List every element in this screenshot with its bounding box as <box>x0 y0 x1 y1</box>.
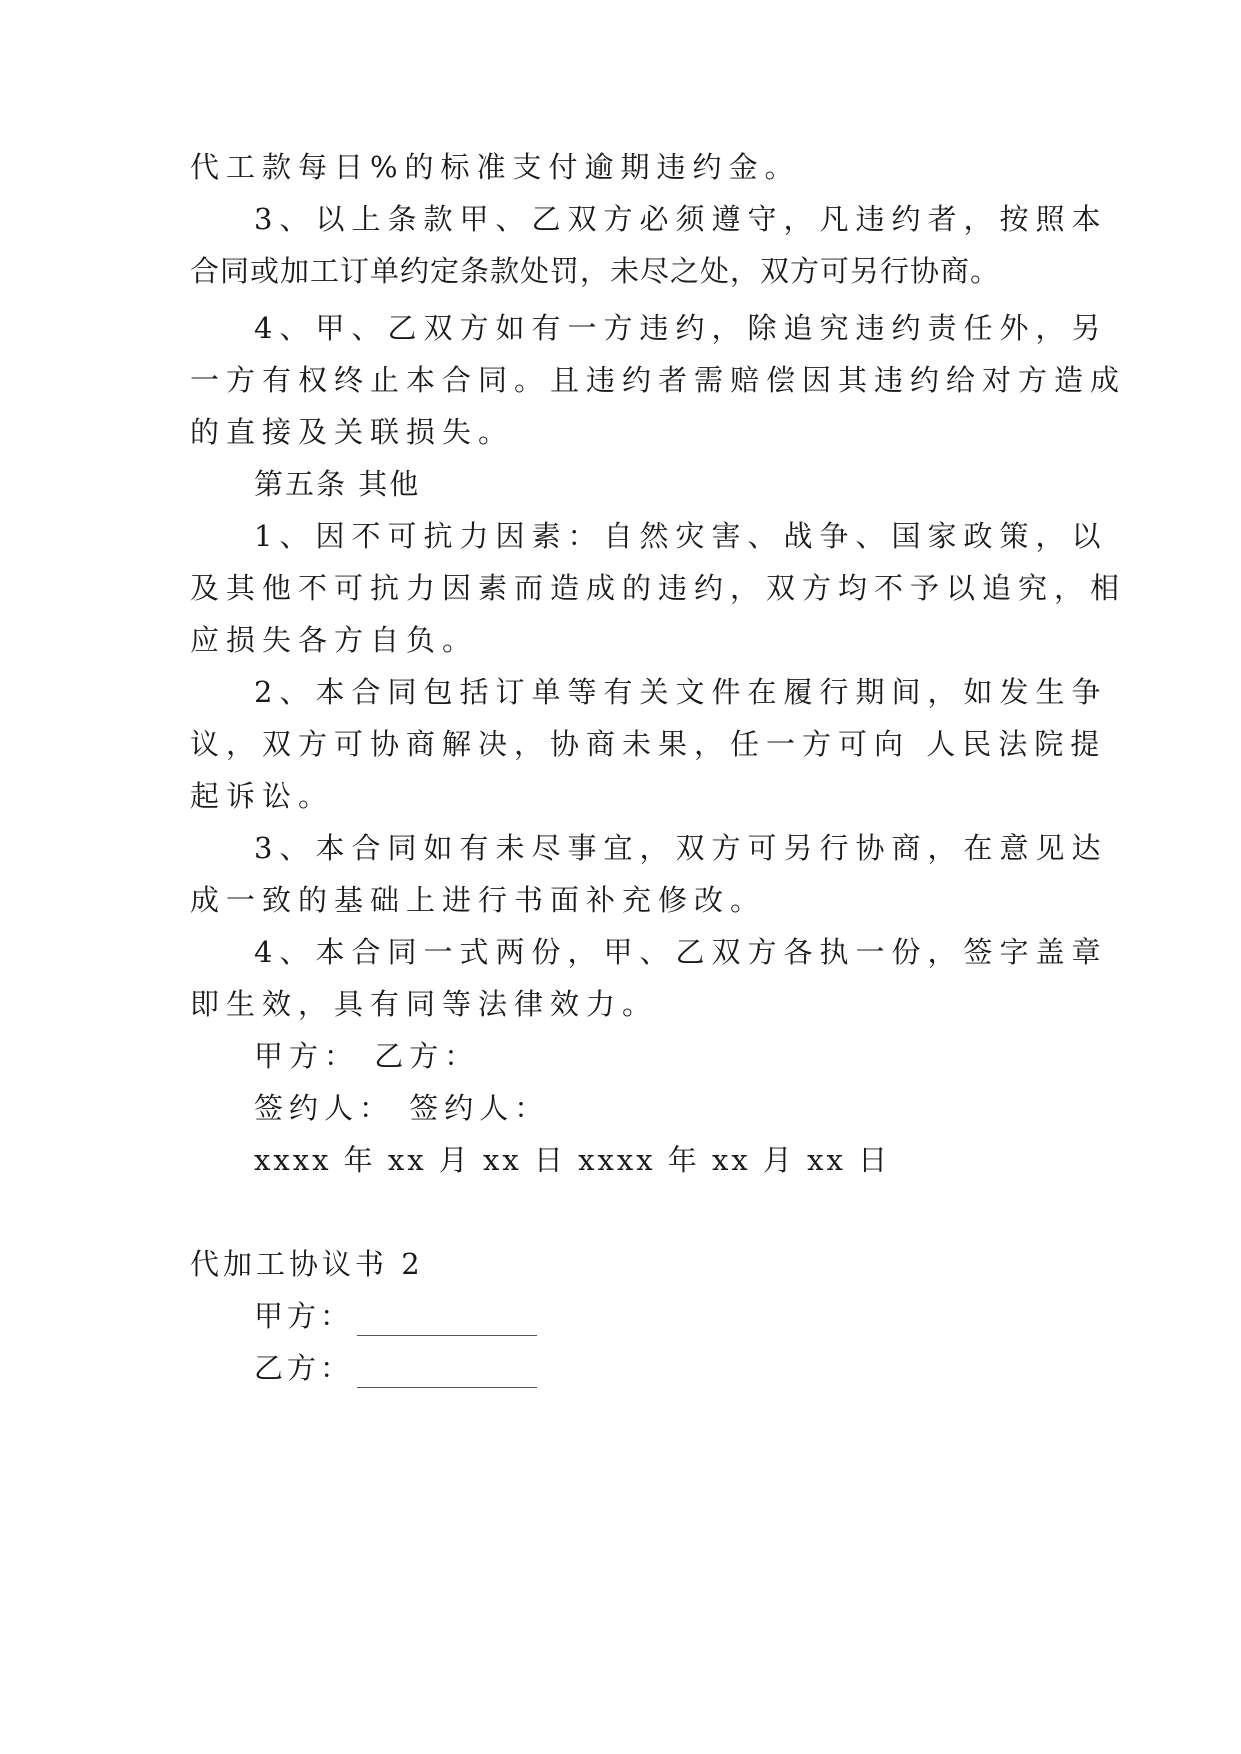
paragraph-line: 2、本合同包括订单等有关文件在履行期间，如发生争 <box>254 675 1108 709</box>
paragraph-line: 合同或加工订单约定条款处罚，未尽之处，双方可另行协商。 <box>190 254 1001 288</box>
paragraph-line: 及其他不可抗力因素而造成的违约，双方均不予以追究，相 <box>190 571 1127 605</box>
signature-date-line: xxxx 年 xx 月 xx 日 xxxx 年 xx 月 xx 日 <box>254 1143 891 1177</box>
paragraph-line: 4、甲、乙双方如有一方违约，除追究违约责任外，另 <box>254 311 1108 345</box>
paragraph-line: 1、因不可抗力因素：自然灾害、战争、国家政策，以 <box>254 519 1108 553</box>
document-title: 代加工协议书 2 <box>190 1247 424 1281</box>
paragraph-line: 3、以上条款甲、乙双方必须遵守，凡违约者，按照本 <box>254 202 1108 236</box>
party-a-line <box>254 1296 1050 1336</box>
party-a-blank <box>357 1307 537 1336</box>
party-b-blank <box>357 1359 537 1388</box>
paragraph-line: 3、本合同如有未尽事宜，双方可另行协商，在意见达 <box>254 831 1108 865</box>
party-b-label: 乙方： <box>254 1351 354 1385</box>
paragraph-line: 4、本合同一式两份，甲、乙双方各执一份，签字盖章 <box>254 935 1108 969</box>
paragraph-line: 代工款每日%的标准支付逾期违约金。 <box>190 150 801 184</box>
party-a-label: 甲方： <box>254 1299 354 1333</box>
paragraph-line: 议，双方可协商解决，协商未果，任一方可向 人民法院提 <box>190 727 1107 761</box>
signature-signer-line: 签约人： 签约人： <box>254 1091 550 1125</box>
paragraph-line: 起诉讼。 <box>190 779 335 813</box>
signature-party-line: 甲方： 乙方： <box>254 1039 480 1073</box>
paragraph-line: 即生效，具有同等法律效力。 <box>190 987 659 1021</box>
paragraph-line: 一方有权终止本合同。且违约者需赔偿因其违约给对方造成 <box>190 363 1127 397</box>
section-heading: 第五条 其他 <box>254 467 421 501</box>
paragraph-line: 应损失各方自负。 <box>190 623 479 657</box>
paragraph-line: 成一致的基础上进行书面补充修改。 <box>190 883 767 917</box>
paragraph-line: 的直接及关联损失。 <box>190 415 515 449</box>
party-b-line <box>254 1348 1050 1388</box>
